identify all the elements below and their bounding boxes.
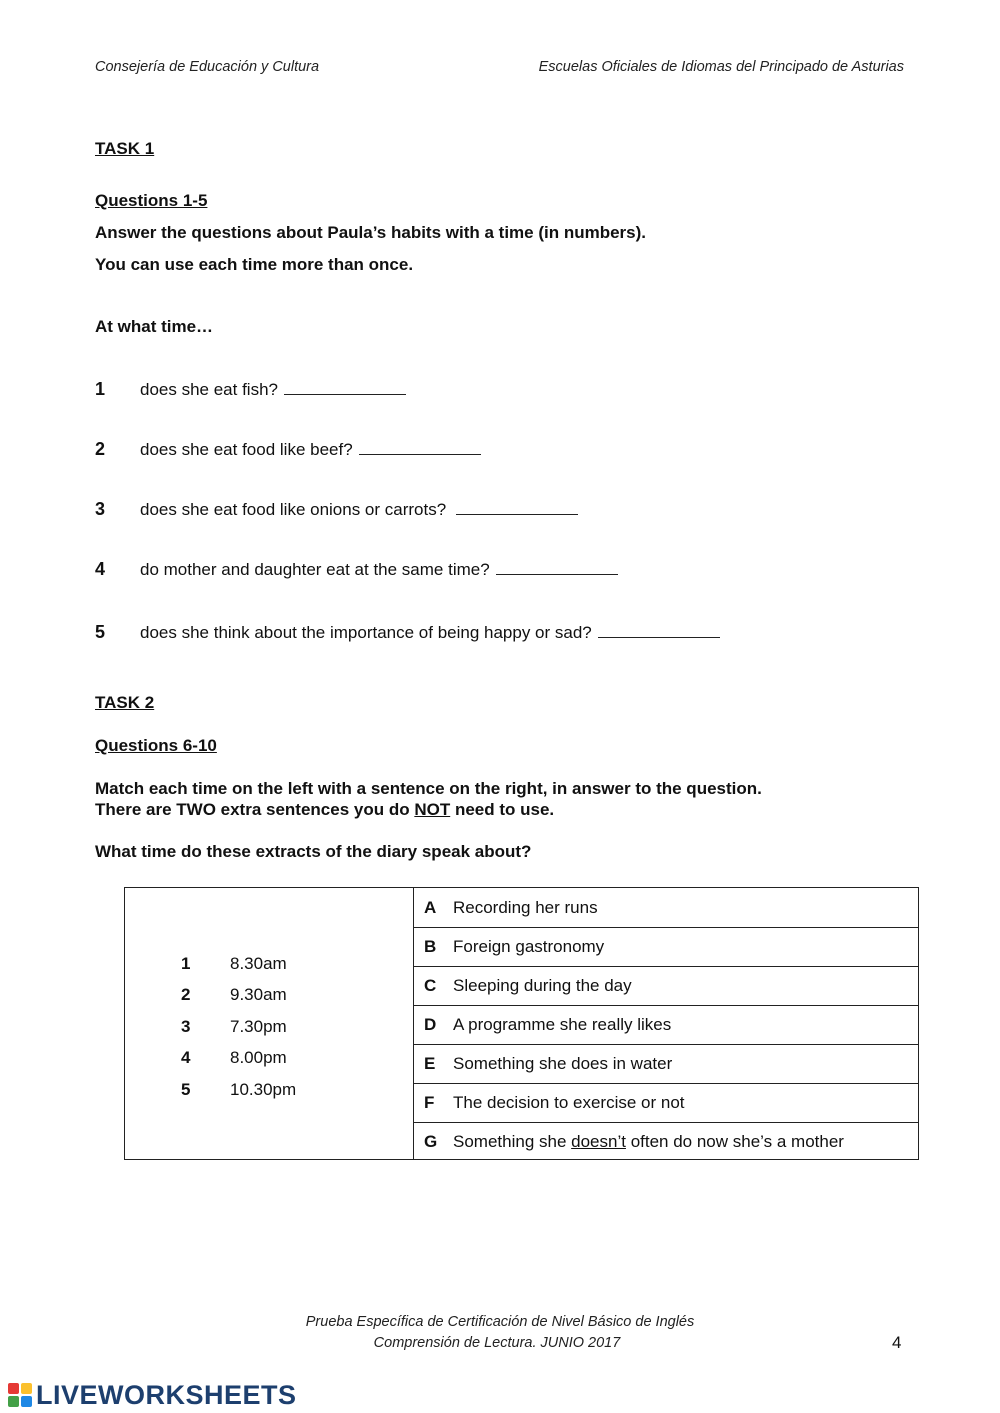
times-column bbox=[125, 888, 414, 1159]
emphasis-not: NOT bbox=[414, 800, 451, 819]
option-text: The decision to exercise or not bbox=[453, 1093, 685, 1112]
answer-blank[interactable] bbox=[359, 440, 481, 455]
time-number: 4 bbox=[181, 1048, 191, 1067]
time-item bbox=[181, 1080, 296, 1102]
header-left: Consejería de Educación y Cultura bbox=[95, 59, 320, 75]
option-text: Something she does in water bbox=[453, 1054, 673, 1073]
option-text: Foreign gastronomy bbox=[453, 937, 605, 956]
task1-instruction-2: You can use each time more than once. bbox=[95, 255, 414, 274]
question-row bbox=[95, 379, 406, 400]
question-row bbox=[95, 622, 720, 643]
question-row bbox=[95, 559, 618, 580]
option-row bbox=[414, 1044, 918, 1083]
question-text: does she eat fish? bbox=[140, 380, 278, 399]
option-text: Sleeping during the day bbox=[453, 976, 632, 995]
answer-blank[interactable] bbox=[598, 623, 720, 638]
answer-blank[interactable] bbox=[496, 560, 618, 575]
time-number: 2 bbox=[181, 985, 191, 1004]
option-row bbox=[414, 888, 918, 927]
option-letter: F bbox=[424, 1093, 435, 1112]
task1-instruction-1: Answer the questions about Paula’s habits with a time (in numbers). bbox=[95, 223, 647, 242]
question-number: 3 bbox=[95, 499, 106, 519]
question-text: do mother and daughter eat at the same time? bbox=[140, 560, 490, 579]
option-text-part: Something she bbox=[453, 1132, 572, 1151]
time-item bbox=[181, 985, 287, 1007]
liveworksheets-logo bbox=[8, 1380, 297, 1410]
option-letter: A bbox=[424, 897, 437, 917]
footer-line-2: Comprensión de Lectura. JUNIO 2017 bbox=[373, 1335, 621, 1351]
time-value: 8.30am bbox=[230, 954, 287, 973]
footer-line-1: Prueba Específica de Certificación de Nivel Básico de Inglés bbox=[305, 1314, 695, 1330]
task2-prompt: What time do these extracts of the diary speak about? bbox=[95, 842, 532, 861]
logo-text: LIVEWORKSHEETS bbox=[36, 1379, 297, 1410]
option-text-part: often do now she’s a mother bbox=[625, 1132, 844, 1151]
task1-title: TASK 1 bbox=[95, 139, 155, 158]
question-number: 2 bbox=[95, 439, 106, 459]
answer-blank[interactable] bbox=[456, 500, 578, 515]
time-number: 5 bbox=[181, 1080, 191, 1099]
option-row bbox=[414, 1083, 918, 1122]
option-row bbox=[414, 927, 918, 966]
option-text: Recording her runs bbox=[453, 897, 598, 917]
task1-prompt: At what time… bbox=[95, 317, 214, 336]
page-number: 4 bbox=[892, 1333, 902, 1352]
question-row bbox=[95, 439, 481, 460]
task2-questions-label: Questions 6-10 bbox=[95, 736, 217, 755]
logo-grid-icon bbox=[8, 1383, 32, 1407]
question-number: 4 bbox=[95, 559, 106, 579]
time-number: 1 bbox=[181, 954, 191, 973]
question-number: 1 bbox=[95, 379, 106, 399]
option-text: A programme she really likes bbox=[453, 1015, 672, 1034]
task2-instruction-1: Match each time on the left with a sentence on the right, in answer to the question. bbox=[95, 779, 762, 798]
time-value: 8.00pm bbox=[230, 1048, 287, 1067]
time-item bbox=[181, 1017, 287, 1039]
option-row bbox=[414, 1005, 918, 1044]
option-letter: E bbox=[424, 1054, 436, 1073]
question-text: does she eat food like beef? bbox=[140, 440, 353, 459]
time-value: 7.30pm bbox=[230, 1017, 287, 1036]
task2-instruction-2 bbox=[95, 800, 554, 820]
time-value: 9.30am bbox=[230, 985, 287, 1004]
option-letter: G bbox=[424, 1132, 438, 1151]
time-item bbox=[181, 1048, 287, 1070]
question-text: does she eat food like onions or carrots? bbox=[140, 500, 447, 519]
option-row bbox=[414, 966, 918, 1005]
option-text bbox=[453, 1132, 844, 1152]
option-letter: D bbox=[424, 1015, 437, 1034]
instruction-text: There are TWO extra sentences you do bbox=[95, 800, 415, 819]
matching-table bbox=[124, 887, 919, 1160]
instruction-text: need to use. bbox=[450, 800, 555, 819]
time-item bbox=[181, 954, 287, 976]
time-value: 10.30pm bbox=[230, 1080, 297, 1099]
time-number: 3 bbox=[181, 1017, 191, 1036]
question-text: does she think about the importance of being happy or sad? bbox=[140, 623, 592, 642]
header-right: Escuelas Oficiales de Idiomas del Principado de Asturias bbox=[538, 59, 904, 75]
answer-blank[interactable] bbox=[284, 380, 406, 395]
question-row bbox=[95, 499, 578, 520]
question-number: 5 bbox=[95, 622, 106, 642]
option-letter: C bbox=[424, 976, 437, 995]
option-text-underlined: doesn’t bbox=[571, 1132, 626, 1151]
task1-questions-label: Questions 1-5 bbox=[95, 191, 208, 210]
option-letter: B bbox=[424, 937, 437, 956]
task2-title: TASK 2 bbox=[95, 693, 155, 712]
option-row bbox=[414, 1122, 918, 1161]
